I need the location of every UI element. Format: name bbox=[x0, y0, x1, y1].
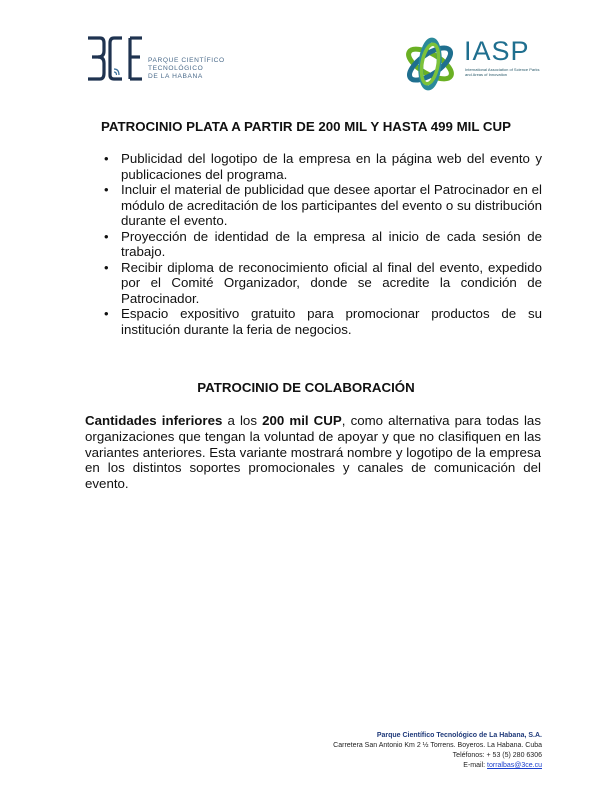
bullet-icon: • bbox=[104, 228, 109, 244]
3ce-logo bbox=[86, 35, 246, 85]
bullet-icon: • bbox=[104, 306, 109, 321]
plata-benefits-list bbox=[104, 151, 542, 337]
list-item bbox=[104, 151, 542, 182]
list-item-text: Incluir el material de publicidad que desee aportar el Patrocinador en el módulo de acreditación de los participantes del evento o su distribución durante el evento. bbox=[121, 182, 542, 228]
section-title-colaboracion: PATROCINIO DE COLABORACIÓN bbox=[197, 380, 415, 395]
body-text: , como alternativa para todas las organizaciones que tengan la voluntad de apoyar y que no clasifiquen en las variantes anteriores. Esta variante mostrará nombre y logotipo de la empresa en los distintos soportes promocionales y canales de comunicación del evento. bbox=[85, 413, 541, 492]
footer-phone: Teléfonos: + 53 (5) 280 6306 bbox=[452, 752, 542, 759]
3ce-line-3: DE LA HABANA bbox=[148, 73, 203, 80]
3ce-line-2: TECNOLÓGICO bbox=[148, 65, 204, 72]
colaboracion-paragraph bbox=[85, 413, 541, 492]
list-item bbox=[104, 229, 542, 260]
iasp-logo bbox=[402, 36, 552, 96]
iasp-globe-icon bbox=[402, 36, 458, 92]
footer-email-label: E-mail: bbox=[463, 762, 488, 769]
3ce-logo-text bbox=[148, 57, 225, 81]
section-title-plata: PATROCINIO PLATA A PARTIR DE 200 MIL Y HASTA 499 MIL CUP bbox=[100, 119, 512, 134]
footer-address: Carretera San Antonio Km 2 ½ Torrens. Boyeros. La Habana. Cuba bbox=[333, 742, 542, 749]
bullet-icon: • bbox=[104, 182, 109, 197]
list-item-text: Proyección de identidad de la empresa al inicio de cada sesión de trabajo. bbox=[121, 228, 542, 259]
list-item bbox=[104, 306, 542, 337]
3ce-mark-icon bbox=[86, 35, 146, 83]
list-item-text: Recibir diploma de reconocimiento oficial al final del evento, expedido por el Comité Organizador, donde se acredite la condición de Patrocinador. bbox=[121, 259, 542, 306]
body-text: a los bbox=[222, 413, 263, 428]
list-item-text: Espacio expositivo gratuito para promocionar productos de su institución durante la feria de negocios. bbox=[121, 306, 542, 337]
iasp-subtitle bbox=[465, 67, 545, 77]
email-link[interactable]: torralbas@3ce.cu bbox=[487, 762, 542, 769]
footer bbox=[333, 731, 542, 771]
bold-text: 200 mil CUP bbox=[262, 413, 342, 428]
footer-org: Parque Científico Tecnológico de La Habana, S.A. bbox=[376, 732, 542, 739]
footer-email-line bbox=[333, 761, 542, 771]
list-item bbox=[104, 260, 542, 307]
list-item-text: Publicidad del logotipo de la empresa en la página web del evento y publicaciones del programa. bbox=[121, 151, 542, 182]
iasp-wordmark: IASP bbox=[464, 36, 530, 66]
iasp-sub-line-1: International Association of Science Parks bbox=[465, 67, 540, 72]
bullet-icon: • bbox=[104, 259, 109, 275]
3ce-line-1: PARQUE CIENTÍFICO bbox=[148, 57, 225, 64]
iasp-sub-line-2: and Areas of Innovation bbox=[465, 72, 508, 77]
bold-text: Cantidades inferiores bbox=[85, 413, 223, 428]
bullet-icon: • bbox=[104, 151, 109, 166]
list-item bbox=[104, 182, 542, 229]
